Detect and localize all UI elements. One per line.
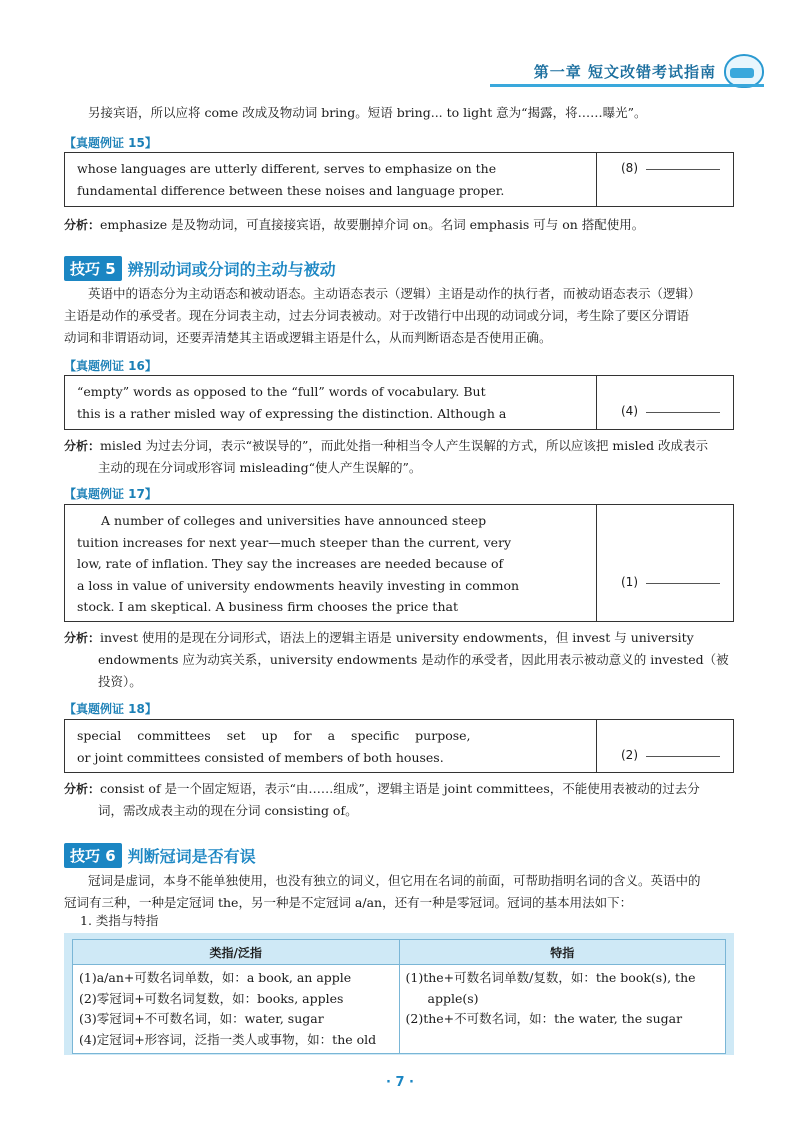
answer-blank[interactable] — [646, 168, 720, 170]
analysis-label: 分析： — [64, 782, 101, 796]
example-line: this is a rather misled way of expressing the distinction. Although a — [77, 405, 507, 421]
answer-slot[interactable] — [621, 748, 720, 762]
answer-blank[interactable] — [646, 582, 720, 584]
example-line: stock. I am skeptical. A business firm chooses the price that — [77, 599, 458, 614]
table-row-text: (3)零冠词+不可数名词，如：water, sugar — [79, 1011, 324, 1026]
table-row-text: apple(s) — [427, 990, 479, 1006]
page-number: · 7 · — [386, 1075, 414, 1090]
example-line: whose languages are utterly different, serves to emphasize on the — [77, 161, 497, 176]
section-title: 判断冠词是否有误 — [127, 847, 256, 866]
table-cell-specific — [399, 965, 726, 1054]
example-line: tuition increases for next year—much steeper than the current, very — [77, 534, 512, 550]
section-tag: 技巧 5 — [64, 256, 122, 281]
example-18-label: 【真题例证 18】 — [64, 702, 157, 716]
section-6-para-2: 冠词有三种，一种是定冠词 the，另一种是不定冠词 a/an，还有一种是零冠词。冠词的基本用法如下： — [64, 895, 633, 910]
table-cell-generic — [73, 965, 400, 1054]
example-17-answer-cell — [597, 505, 733, 621]
analysis-text: consist of 是一个固定短语，表示“由……组成”，逻辑主语是 joint committees，不能使用表被动的过去分 — [100, 781, 700, 796]
answer-slot[interactable] — [621, 161, 720, 175]
example-line: fundamental difference between these noises and language proper. — [77, 182, 505, 198]
example-line: special committees set up for a specific purpose, — [77, 728, 471, 743]
analysis-text: emphasize 是及物动词，可直接接宾语，故要删掉介词 on。名词 emphasis 可与 on 搭配使用。 — [100, 217, 645, 232]
section-title: 辨别动词或分词的主动与被动 — [127, 260, 336, 279]
example-17-label: 【真题例证 17】 — [64, 487, 157, 501]
section-5-heading — [64, 256, 336, 281]
section-6-list-item: 1. 类指与特指 — [80, 913, 159, 928]
answer-blank[interactable] — [646, 755, 720, 757]
example-16-answer-cell — [597, 376, 733, 429]
page-header — [534, 58, 764, 84]
example-16-text — [65, 376, 597, 429]
example-18-analysis — [64, 778, 700, 800]
example-line: or joint committees consisted of members of both houses. — [77, 749, 444, 765]
example-17-box — [64, 504, 734, 622]
table-row-text: (2)零冠词+可数名词复数，如：books, apples — [79, 990, 344, 1006]
analysis-text: invest 使用的是现在分词形式，语法上的逻辑主语是 university endowments，但 invest 与 university — [100, 630, 694, 645]
usage-table — [72, 939, 726, 1054]
table-row-text: (4)定冠词+形容词，泛指一类人或事物，如：the old — [79, 1031, 377, 1047]
chapter-title: 第一章 短文改错考试指南 — [533, 62, 716, 81]
example-line: “empty” words as opposed to the “full” words of vocabulary. But — [77, 384, 486, 399]
example-15-analysis — [64, 214, 644, 236]
analysis-label: 分析： — [64, 439, 101, 453]
example-15-answer-cell — [597, 153, 733, 206]
example-17-analysis-3: 投资）。 — [98, 674, 142, 689]
section-tag: 技巧 6 — [64, 843, 122, 868]
example-17-analysis — [64, 627, 694, 649]
example-16-box — [64, 375, 734, 430]
analysis-label: 分析： — [64, 218, 101, 232]
article-usage-table — [64, 933, 734, 1055]
table-header-specific: 特指 — [399, 940, 726, 965]
table-header-generic: 类指/泛指 — [73, 940, 400, 965]
example-17-text — [65, 505, 597, 621]
example-17-analysis-2: endowments 应为动宾关系，university endowments 是动作的承受者，因此用表示被动意义的 invested（被 — [98, 652, 729, 667]
example-18-analysis-2: 词，需改成表主动的现在分词 consisting of。 — [98, 803, 358, 818]
answer-number: (4) — [621, 404, 638, 418]
answer-number: (8) — [621, 161, 638, 175]
example-line: low, rate of inflation. They say the increases are needed because of — [77, 556, 504, 571]
school-mascot-icon — [724, 54, 764, 88]
section-5-para-3: 动词和非谓语动词，还要弄清楚其主语或逻辑主语是什么，从而判断语态是否使用正确。 — [64, 330, 552, 345]
section-5-para-2: 主语是动作的承受者。现在分词表主动，过去分词表被动。对于改错行中出现的动词或分词，考生除了要区分谓语 — [64, 308, 690, 323]
example-15-box — [64, 152, 734, 207]
section-6-para-1: 冠词是虚词，本身不能单独使用，也没有独立的词义，但它用在名词的前面，可帮助指明名词的含义。英语中的 — [88, 873, 701, 888]
answer-number: (2) — [621, 748, 638, 762]
header-rule — [490, 84, 764, 87]
answer-slot[interactable] — [621, 575, 720, 589]
table-row-text: (1)the+可数名词单数/复数，如：the book(s), the — [405, 970, 696, 985]
answer-blank[interactable] — [646, 411, 720, 413]
table-row-text: (1)a/an+可数名词单数，如：a book, an apple — [79, 970, 352, 985]
section-6-heading — [64, 843, 256, 868]
example-18-answer-cell — [597, 720, 733, 772]
answer-number: (1) — [621, 575, 638, 589]
example-16-analysis — [64, 435, 708, 457]
intro-line: 另接宾语，所以应将 come 改成及物动词 bring。短语 bring... to light 意为“揭露，将……曝光”。 — [88, 105, 647, 120]
example-15-label: 【真题例证 15】 — [64, 136, 157, 150]
section-5-para-1: 英语中的语态分为主动语态和被动语态。主动语态表示（逻辑）主语是动作的执行者，而被动语态表示（逻辑） — [88, 286, 701, 301]
example-18-text — [65, 720, 597, 772]
example-18-box — [64, 719, 734, 773]
answer-slot[interactable] — [621, 404, 720, 418]
example-line: A number of colleges and universities have announced steep — [101, 513, 487, 528]
example-16-analysis-2: 主动的现在分词或形容词 misleading“使人产生误解的”。 — [98, 460, 422, 475]
analysis-text: misled 为过去分词，表示“被误导的”，而此处指一种相当令人产生误解的方式，所以应该把 misled 改成表示 — [100, 438, 709, 453]
table-row-text: (2)the+不可数名词，如：the water, the sugar — [405, 1011, 683, 1026]
example-16-label: 【真题例证 16】 — [64, 359, 157, 373]
example-line: a loss in value of university endowments heavily investing in common — [77, 577, 520, 593]
analysis-label: 分析： — [64, 631, 101, 645]
example-15-text — [65, 153, 597, 206]
